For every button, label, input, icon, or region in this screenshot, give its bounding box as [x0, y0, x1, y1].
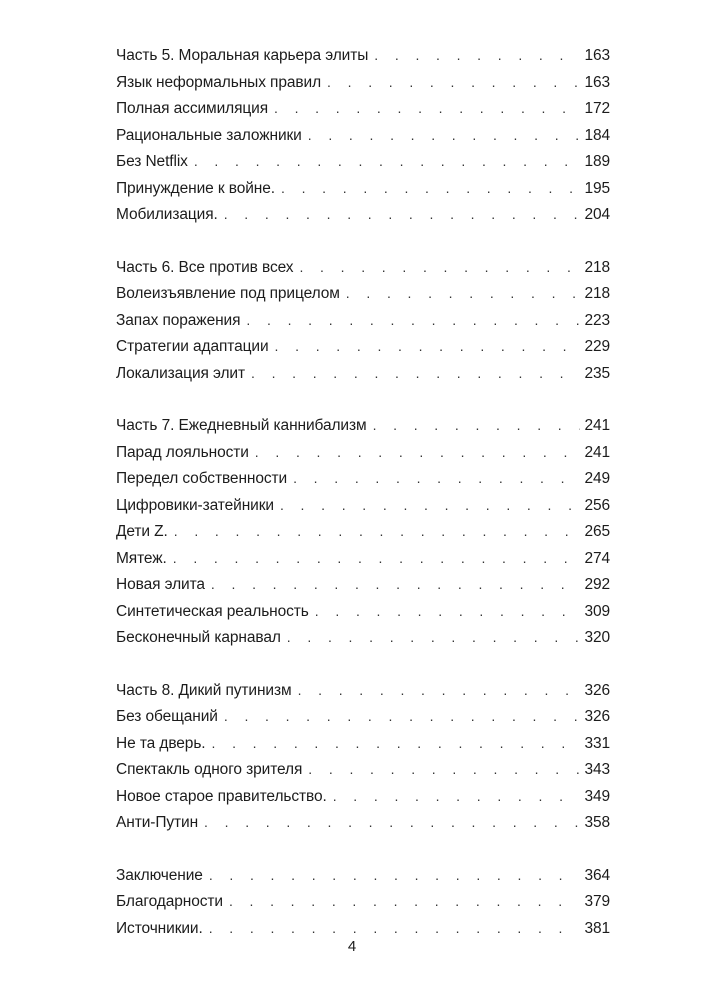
toc-entry	[116, 95, 610, 122]
dot-leader	[194, 148, 581, 175]
toc-entry-page: 326	[584, 708, 610, 725]
dot-leader	[173, 545, 581, 572]
toc-entry-title: Волеизъявление под прицелом	[116, 285, 340, 302]
dot-leader	[287, 624, 581, 651]
toc-entry	[116, 783, 610, 810]
toc-entry-page: 189	[584, 153, 610, 170]
dot-leader	[211, 571, 581, 598]
dot-leader	[281, 175, 580, 202]
dot-leader	[327, 69, 580, 96]
toc-entry-title: Новая элита	[116, 576, 205, 593]
dot-leader	[246, 307, 580, 334]
toc-entry-title: Стратегии адаптации	[116, 338, 269, 355]
dot-leader	[333, 783, 581, 810]
toc-entry	[116, 465, 610, 492]
dot-leader	[204, 809, 580, 836]
toc-entry	[116, 333, 610, 360]
toc-entry	[116, 888, 610, 915]
toc-entry	[116, 677, 610, 704]
toc-entry-page: 241	[584, 417, 610, 434]
dot-leader	[308, 122, 581, 149]
toc-entry	[116, 307, 610, 334]
toc-entry-page: 349	[584, 787, 610, 805]
toc-group	[116, 42, 610, 228]
toc-entry-page: 204	[584, 206, 610, 223]
dot-leader	[209, 862, 581, 889]
dot-leader	[299, 254, 580, 281]
toc-entry	[116, 148, 610, 175]
toc-entry-title: Спектакль одного зрителя	[116, 761, 303, 778]
toc-entry-page: 364	[584, 866, 610, 884]
toc-entry-title: Благодарности	[116, 893, 223, 910]
toc-entry-page: 235	[584, 364, 610, 382]
toc-group	[116, 862, 610, 942]
toc-entry-page: 172	[584, 100, 610, 117]
dot-leader	[298, 677, 581, 704]
toc-entry-title: Цифровики-затейники	[116, 496, 274, 514]
toc-group	[116, 254, 610, 387]
toc-entry-title: Запах поражения	[116, 311, 241, 329]
toc-entry-title: Принуждение к войне.	[116, 179, 275, 197]
toc-entry-title: Бесконечный карнавал	[116, 629, 281, 646]
toc-entry-page: 218	[584, 258, 610, 276]
toc-entry-page: 358	[584, 814, 610, 831]
toc-entry-page: 163	[584, 47, 610, 64]
toc-entry-page: 320	[584, 629, 610, 646]
dot-leader	[374, 42, 580, 69]
toc-entry	[116, 624, 610, 651]
toc-entry-title: Часть 5. Моральная карьера элиты	[116, 47, 369, 64]
toc-entry	[116, 69, 610, 96]
toc-entry-title: Не та дверь.	[116, 734, 206, 752]
toc-entry	[116, 122, 610, 149]
toc-entry-page: 241	[584, 443, 610, 461]
dot-leader	[293, 465, 580, 492]
table-of-contents	[116, 42, 610, 941]
toc-entry-title: Синтетическая реальность	[116, 602, 309, 620]
toc-entry-page: 184	[584, 126, 610, 144]
toc-entry	[116, 201, 610, 228]
dot-leader	[308, 756, 580, 783]
toc-group	[116, 412, 610, 651]
dot-leader	[373, 412, 581, 439]
toc-entry	[116, 809, 610, 836]
toc-entry-title: Рациональные заложники	[116, 126, 302, 144]
toc-entry	[116, 545, 610, 572]
dot-leader	[315, 598, 581, 625]
dot-leader	[229, 888, 581, 915]
toc-entry-title: Дети Z.	[116, 523, 168, 540]
toc-entry	[116, 492, 610, 519]
toc-entry-page: 343	[584, 761, 610, 778]
toc-entry-title: Полная ассимиляция	[116, 100, 269, 117]
toc-entry	[116, 862, 610, 889]
dot-leader	[255, 439, 581, 466]
toc-entry-page: 218	[584, 285, 610, 302]
toc-entry-page: 274	[584, 549, 610, 567]
toc-entry	[116, 412, 610, 439]
toc-group	[116, 677, 610, 836]
toc-entry-page: 309	[584, 602, 610, 620]
toc-entry	[116, 571, 610, 598]
toc-entry-page: 379	[584, 893, 610, 910]
page-number: 4	[347, 938, 357, 955]
toc-entry-page: 229	[584, 338, 610, 355]
toc-entry-page: 292	[584, 576, 610, 593]
dot-leader	[280, 492, 580, 519]
toc-entry-title: Новое старое правительство.	[116, 787, 327, 805]
toc-entry-title: Заключение	[116, 866, 203, 884]
toc-entry-title: Локализация элит	[116, 364, 245, 382]
toc-entry-page: 195	[584, 179, 610, 197]
dot-leader	[274, 95, 580, 122]
toc-entry	[116, 439, 610, 466]
toc-entry-title: Передел собственности	[116, 470, 288, 487]
toc-entry	[116, 518, 610, 545]
toc-entry-title: Часть 6. Все против всех	[116, 258, 294, 276]
toc-entry-page: 381	[584, 919, 610, 937]
dot-leader	[174, 518, 581, 545]
toc-entry-page: 331	[584, 734, 610, 752]
toc-entry-title: Язык неформальных правил	[116, 73, 322, 91]
toc-entry	[116, 254, 610, 281]
toc-entry-title: Анти-Путин	[116, 814, 199, 831]
dot-leader	[275, 333, 581, 360]
toc-entry	[116, 175, 610, 202]
toc-entry-page: 265	[584, 523, 610, 540]
toc-entry	[116, 703, 610, 730]
dot-leader	[251, 360, 580, 387]
toc-entry	[116, 42, 610, 69]
toc-entry-title: Мятеж.	[116, 549, 167, 567]
toc-entry-title: Мобилизация.	[116, 206, 218, 223]
toc-entry-title: Часть 8. Дикий путинизм	[116, 681, 292, 699]
toc-entry	[116, 280, 610, 307]
dot-leader	[212, 730, 581, 757]
toc-entry-title: Без обещаний	[116, 708, 218, 725]
toc-entry-title: Парад лояльности	[116, 443, 249, 461]
toc-entry-page: 223	[584, 311, 610, 329]
toc-entry-title: Источникии.	[116, 919, 203, 937]
toc-entry-page: 256	[584, 496, 610, 514]
toc-entry-page: 163	[584, 73, 610, 91]
dot-leader	[224, 703, 581, 730]
toc-entry-page: 249	[584, 470, 610, 487]
dot-leader	[224, 201, 581, 228]
toc-entry-title: Часть 7. Ежедневный каннибализм	[116, 417, 367, 434]
toc-entry-title: Без Netflix	[116, 153, 188, 170]
toc-entry	[116, 730, 610, 757]
toc-entry	[116, 360, 610, 387]
toc-entry	[116, 598, 610, 625]
dot-leader	[346, 280, 581, 307]
toc-entry	[116, 756, 610, 783]
toc-entry-page: 326	[584, 681, 610, 699]
